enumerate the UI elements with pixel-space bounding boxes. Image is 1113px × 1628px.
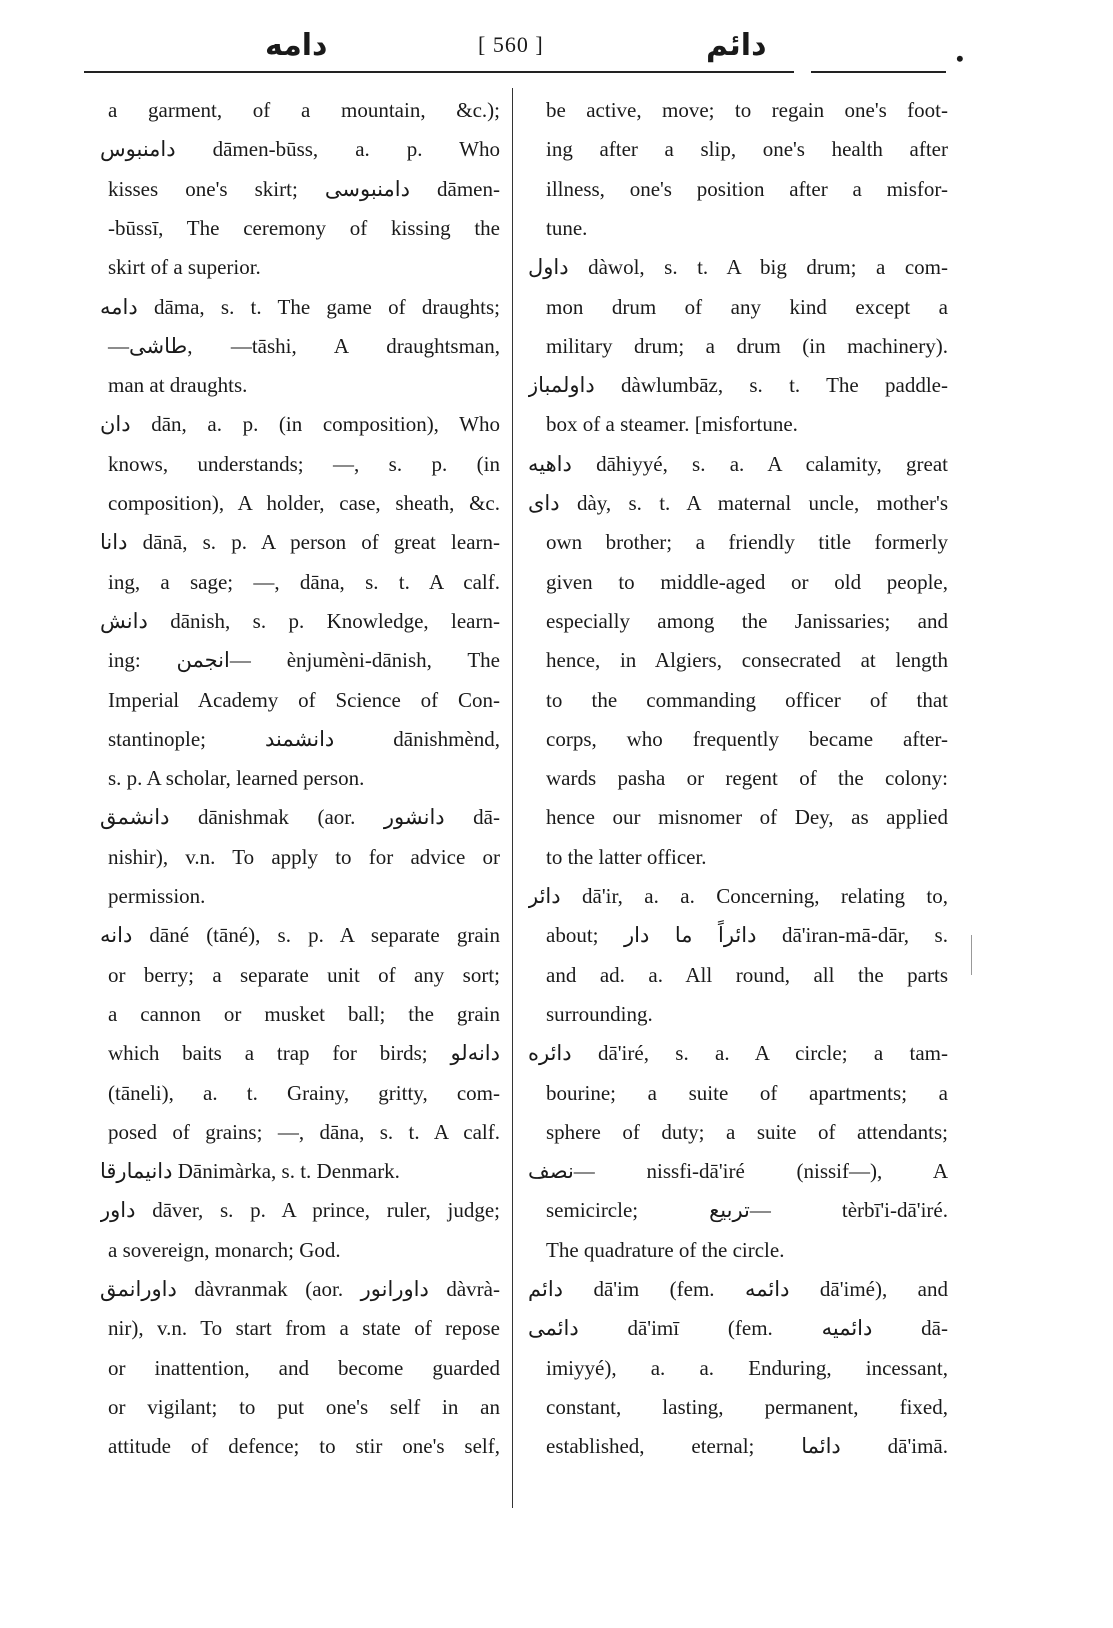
dictionary-line: دانشمق dānishmak (aor. دانشور dā- [100, 805, 500, 830]
dictionary-line: to the latter officer. [546, 844, 707, 869]
dictionary-line: داور dāver, s. p. A prince, ruler, judge; [100, 1198, 500, 1223]
dictionary-line: داهیه dāhiyyé, s. a. A calamity, great [528, 451, 948, 476]
dictionary-line: wards pasha or regent of the colony: [546, 766, 948, 791]
dictionary-line: دانه dāné (tāné), s. p. A separate grain [100, 923, 500, 948]
dictionary-line: s. p. A scholar, learned person. [108, 766, 365, 791]
margin-mark [971, 935, 972, 975]
dictionary-line: a sovereign, monarch; God. [108, 1237, 341, 1262]
running-headword-left: دامه [265, 28, 328, 63]
dictionary-line: illness, one's position after a misfor- [546, 176, 948, 201]
dictionary-line: The quadrature of the circle. [546, 1237, 785, 1262]
column-divider [512, 88, 513, 1508]
dictionary-line: دان dān, a. p. (in composition), Who [100, 412, 500, 437]
dictionary-line: or inattention, and become guarded [108, 1355, 500, 1380]
dictionary-line: دائم dā'im (fem. دائمه dā'imé), and [528, 1277, 948, 1301]
dictionary-line: hence our misnomer of Dey, as applied [546, 805, 948, 830]
dictionary-line: corps, who frequently became after- [546, 726, 948, 751]
dictionary-line: kisses one's skirt; دامنبوسی dāmen- [108, 176, 500, 201]
dictionary-line: داورانمق dàvranmak (aor. داورانور dàvrà- [100, 1277, 500, 1301]
dictionary-line: دامنبوس dāmen-būss, a. p. Who [100, 137, 500, 162]
dictionary-line: which baits a trap for birds; دانه‌لو [108, 1041, 500, 1066]
dictionary-line: to the commanding officer of that [546, 687, 948, 712]
page-number: [ 560 ] [478, 32, 544, 57]
dictionary-line: داولمباز dàwlumbāz, s. t. The paddle- [528, 373, 948, 398]
dictionary-line: semicircle; تربیع— tèrbī'i-dā'iré. [546, 1198, 948, 1223]
dictionary-line: own brother; a friendly title formerly [546, 530, 948, 555]
dictionary-line: داول dàwol, s. t. A big drum; a com- [528, 255, 948, 280]
dictionary-line: (tāneli), a. t. Grainy, gritty, com- [108, 1080, 500, 1105]
header-rule [84, 71, 794, 73]
dictionary-line: about; دائراً ما دار dā'iran-mā-dār, s. [546, 923, 948, 948]
dictionary-line: -būssī, The ceremony of kissing the [108, 215, 500, 240]
dictionary-line: box of a steamer. [misfortune. [546, 412, 798, 437]
dictionary-line: posed of grains; —, dāna, s. t. A calf. [108, 1119, 500, 1144]
dictionary-line: composition), A holder, case, sheath, &c. [108, 491, 500, 515]
dictionary-line: ing: انجمن— ènjumèni-dānish, The [108, 648, 500, 673]
dictionary-line: established, eternal; دائما dā'imā. [546, 1434, 948, 1459]
dictionary-line: a garment, of a mountain, &c.); [108, 98, 500, 122]
dictionary-line: دامه dāma, s. t. The game of draughts; [100, 294, 500, 319]
dictionary-line: imiyyé), a. a. Enduring, incessant, [546, 1355, 948, 1380]
dictionary-line: military drum; a drum (in machinery). [546, 333, 948, 358]
dictionary-line: skirt of a superior. [108, 255, 261, 280]
page-header [0, 24, 1113, 80]
dictionary-line: دائمی dā'imī (fem. دائمیه dā- [528, 1316, 948, 1341]
dictionary-line: be active, move; to regain one's foot- [546, 98, 948, 122]
dictionary-line: or vigilant; to put one's self in an [108, 1394, 500, 1419]
running-headword-right: دائم [706, 28, 767, 63]
dictionary-line: tune. [546, 215, 588, 240]
dictionary-line: دای dày, s. t. A maternal uncle, mother's [528, 491, 948, 515]
dictionary-line: and ad. a. All round, all the parts [546, 962, 948, 987]
dictionary-line: Imperial Academy of Science of Con- [108, 687, 500, 712]
dictionary-line: ing, a sage; —, dāna, s. t. A calf. [108, 569, 500, 594]
dictionary-line: دائره dā'iré, s. a. A circle; a tam- [528, 1041, 948, 1066]
dictionary-line: man at draughts. [108, 373, 248, 398]
header-mark: • [956, 46, 964, 71]
dictionary-line: دانا dānā, s. p. A person of great learn- [100, 530, 500, 555]
dictionary-line: especially among the Janissaries; and [546, 608, 948, 633]
dictionary-line: a cannon or musket ball; the grain [108, 1001, 500, 1026]
dictionary-line: دانیمارقا Dānimàrka, s. t. Denmark. [100, 1159, 400, 1184]
dictionary-line: or berry; a separate unit of any sort; [108, 962, 500, 987]
dictionary-line: ing after a slip, one's health after [546, 137, 948, 162]
dictionary-line: —طاشی, —tāshi, A draughtsman, [108, 333, 500, 358]
dictionary-line: nir), v.n. To start from a state of repose [108, 1316, 500, 1341]
dictionary-line: stantinople; دانشمند dānishmènd, [108, 726, 500, 751]
dictionary-line: mon drum of any kind except a [546, 294, 948, 319]
dictionary-line: attitude of defence; to stir one's self, [108, 1434, 500, 1459]
dictionary-line: constant, lasting, permanent, fixed, [546, 1394, 948, 1419]
dictionary-line: knows, understands; —, s. p. (in [108, 451, 500, 476]
dictionary-line: دائر dā'ir, a. a. Concerning, relating to, [528, 884, 948, 908]
dictionary-line: given to middle-aged or old people, [546, 569, 948, 594]
dictionary-line: نصف— nissfi-dā'iré (nissif—), A [528, 1159, 948, 1184]
header-rule-short [811, 71, 946, 73]
dictionary-line: nishir), v.n. To apply to for advice or [108, 844, 500, 869]
dictionary-line: hence, in Algiers, consecrated at length [546, 648, 948, 673]
dictionary-line: sphere of duty; a suite of attendants; [546, 1119, 948, 1144]
dictionary-line: surrounding. [546, 1001, 653, 1026]
dictionary-line: permission. [108, 884, 206, 908]
dictionary-line: دانش dānish, s. p. Knowledge, learn- [100, 608, 500, 633]
dictionary-line: bourine; a suite of apartments; a [546, 1080, 948, 1105]
